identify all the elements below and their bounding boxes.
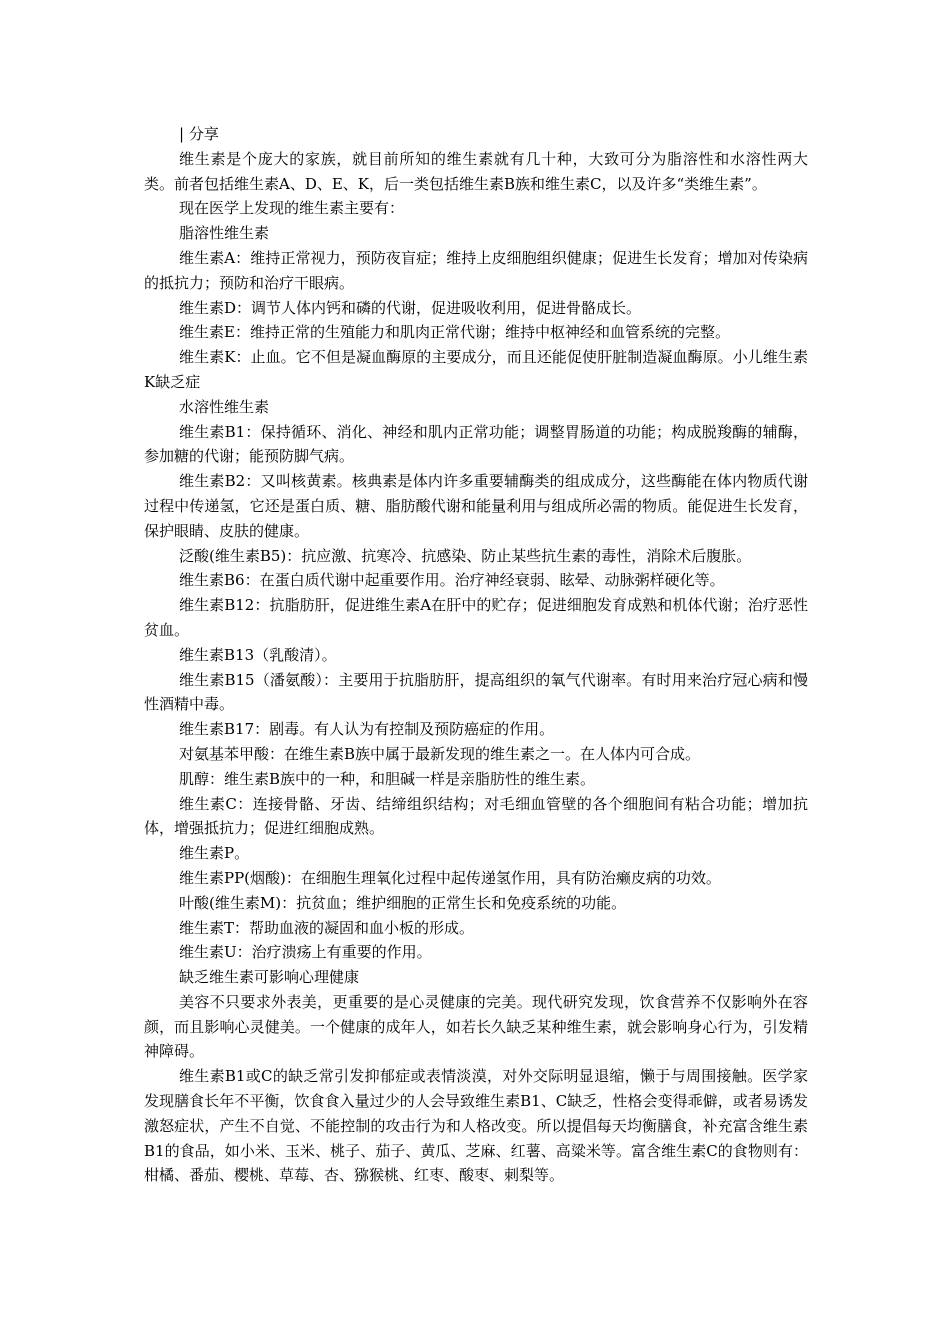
mental-health-paragraph-2: 维生素B1或C的缺乏常引发抑郁症或表情淡漠，对外交际明显退缩，懒于与周围接触。医学家发现膳食长年不平衡，饮食食入量过少的人会导致维生素B1、C缺乏，性格会变得乖僻，或者易诱发激怒症状，产生不自觉、不能控制的攻击行为和人格改变。所以提倡每天均衡膳食，补充富含维生素B1的食品，如小米、玉米、桃子、茄子、黄瓜、芝麻、红薯、高粱米等。富含维生素C的食物则有：柑橘、番茄、樱桃、草莓、杏、猕猴桃、红枣、酸枣、刺梨等。 [144, 1067, 808, 1185]
vitamin-e-paragraph: 维生素E：维持正常的生殖能力和肌肉正常代谢；维持中枢神经和血管系统的完整。 [179, 323, 730, 342]
vitamin-t-paragraph: 维生素T：帮助血液的凝固和血小板的形成。 [179, 918, 475, 937]
vitamin-pp-paragraph: 维生素PP(烟酸)：在细胞生理氧化过程中起传递氢作用，具有防治癞皮病的功效。 [179, 868, 721, 887]
section-heading-fat-soluble: 脂溶性维生素 [179, 224, 270, 243]
vitamin-b6-paragraph: 维生素B6：在蛋白质代谢中起重要作用。治疗神经衰弱、眩晕、动脉粥样硬化等。 [179, 571, 725, 590]
folic-acid-paragraph: 叶酸(维生素M)：抗贫血；维护细胞的正常生长和免疫系统的功能。 [179, 893, 627, 912]
inositol-paragraph: 肌醇：维生素B族中的一种，和胆碱一样是亲脂肪性的维生素。 [179, 769, 596, 788]
intro-paragraph: 维生素是个庞大的家族，就目前所知的维生素就有几十种，大致可分为脂溶性和水溶性两大类。前者包括维生素A、D、E、K，后一类包括维生素B族和维生素C，以及许多“类维生素”。 [144, 149, 808, 193]
vitamin-b5-paragraph: 泛酸(维生素B5)：抗应激、抗寒冷、抗感染、防止某些抗生素的毒性，消除术后腹胀。 [179, 546, 752, 565]
paba-paragraph: 对氨基苯甲酸：在维生素B族中属于最新发现的维生素之一。在人体内可合成。 [179, 744, 701, 763]
vitamin-b13-paragraph: 维生素B13（乳酸清）。 [179, 645, 337, 664]
section-heading-mental-health: 缺乏维生素可影响心理健康 [179, 968, 360, 987]
vitamin-b12-paragraph: 维生素B12：抗脂肪肝，促进维生素A在肝中的贮存；促进细胞发育成熟和机体代谢；治疗恶性贫血。 [144, 596, 808, 639]
vitamin-p-paragraph: 维生素P。 [179, 844, 250, 863]
document-body [144, 122, 808, 1188]
section-heading-water-soluble: 水溶性维生素 [179, 397, 270, 416]
list-intro: 现在医学上发现的维生素主要有： [179, 199, 405, 218]
mental-health-paragraph-1: 美容不只要求外表美，更重要的是心灵健康的完美。现代研究发现，饮食营养不仅影响外在容颜，而且影响心灵健美。一个健康的成年人，如若长久缺乏某种维生素，就会影响身心行为，引发精神障碍。 [144, 992, 808, 1061]
vitamin-b2-paragraph: 维生素B2：又叫核黄素。核典素是体内许多重要辅酶类的组成成分，这些酶能在体内物质代谢过程中传递氢，它还是蛋白质、糖、脂肪酸代谢和能量利用与组成所必需的物质。能促进生长发育，保护眼睛、皮肤的健康。 [144, 472, 808, 540]
share-label: | 分享 [179, 125, 219, 143]
vitamin-d-paragraph: 维生素D：调节人体内钙和磷的代谢，促进吸收利用，促进骨骼成长。 [179, 298, 642, 317]
vitamin-u-paragraph: 维生素U：治疗溃疡上有重要的作用。 [179, 943, 432, 962]
vitamin-c-paragraph: 维生素C：连接骨骼、牙齿、结缔组织结构；对毛细血管壁的各个细胞间有粘合功能；增加抗体，增强抵抗力；促进红细胞成熟。 [144, 794, 808, 838]
vitamin-b17-paragraph: 维生素B17：剧毒。有人认为有控制及预防癌症的作用。 [179, 720, 555, 739]
vitamin-b15-paragraph: 维生素B15（潘氨酸）：主要用于抗脂肪肝，提高组织的氧气代谢率。有时用来治疗冠心病和慢性酒精中毒。 [144, 670, 808, 714]
vitamin-k-paragraph: 维生素K：止血。它不但是凝血酶原的主要成分，而且还能促使肝脏制造凝血酶原。小儿维生素K缺乏症 [144, 348, 808, 391]
vitamin-a-paragraph: 维生素A：维持正常视力，预防夜盲症；维持上皮细胞组织健康；促进生长发育；增加对传染病的抵抗力；预防和治疗干眼病。 [144, 248, 808, 292]
vitamin-b1-paragraph: 维生素B1：保持循环、消化、神经和肌内正常功能；调整胃肠道的功能；构成脱羧酶的辅酶，参加糖的代谢；能预防脚气病。 [144, 422, 808, 466]
